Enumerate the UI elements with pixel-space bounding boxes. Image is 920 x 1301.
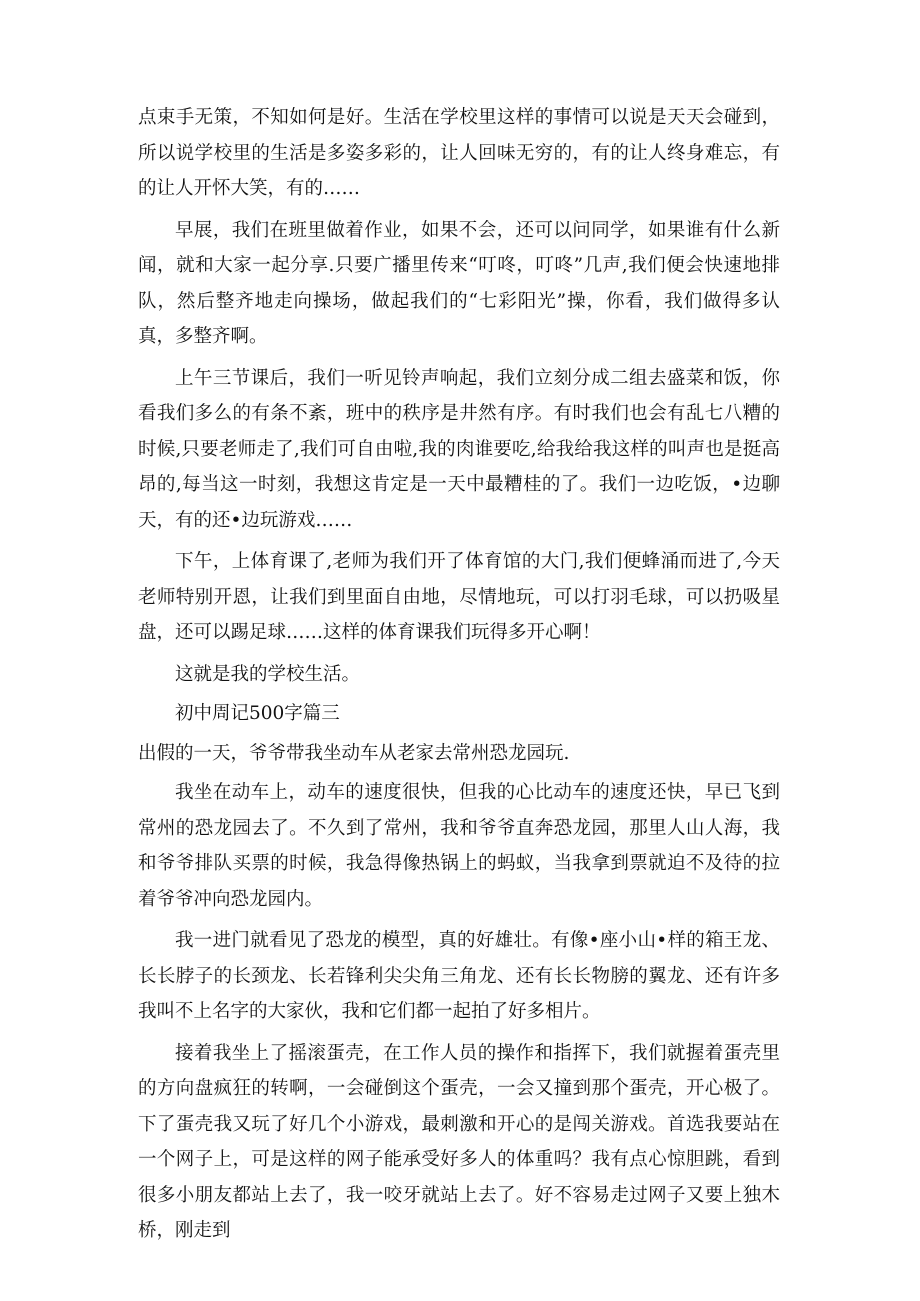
paragraph-morning: 早展，我们在班里做着作业，如果不会，还可以问同学，如果谁有什么新闻，就和大家一起分享.只要广播里传来“叮咚，叮咚”几声,我们便会快速地排队，然后整齐地走向操场，做起我们的“七彩阳光”操，你看，我们做得多认真，多整齐啊。 <box>138 219 780 347</box>
paragraph-dinosaur-models: 我一进门就看见了恐龙的模型，真的好雄壮。有像•座小山•样的箱王龙、长长脖子的长颈龙、长若锋利尖尖角三角龙、还有长长物膀的翼龙、还有许多我叫不上名字的大家伙，我和它们都一起拍了好多相片。 <box>138 930 780 1022</box>
paragraph-afternoon-pe: 下午，上体育课了,老师为我们开了体育馆的大门,我们便蜂涌而进了,今天老师特别开恩，让我们到里面自由地，尽情地玩，可以打羽毛球，可以扔吸星盘，还可以踢足球……这样的体育课我们玩得多开心啊！ <box>138 551 780 643</box>
paragraph-train-ride: 我坐在动车上，动车的速度很快，但我的心比动车的速度还快，早已飞到常州的恐龙园去了。不久到了常州，我和爷爷直奔恐龙园，那里人山人海，我和爷爷排队买票的时候，我急得像热锅上的蚂蚁，当我拿到票就迫不及待的拉着爷爷冲向恐龙园内。 <box>138 782 780 910</box>
paragraph-school-life-summary: 这就是我的学校生活。 <box>175 663 361 685</box>
paragraph-egg-ride-games: 接着我坐上了摇滚蛋壳，在工作人员的操作和指挥下，我们就握着蛋壳里的方向盘疯狂的转啊，一会碰倒这个蛋壳，一会又撞到那个蛋壳，开心极了。下了蛋壳我又玩了好几个小游戏，最刺激和开心的是闯关游戏。首选我要站在一个网子上，可是这样的网子能承受好多人的体重吗？我有点心惊胆跳，看到很多小朋友都站上去了，我一咬牙就站上去了。好不容易走过网子又要上独木桥，刚走到 <box>138 1042 780 1241</box>
paragraph-lunch: 上午三节课后，我们一听见铃声响起，我们立刻分成二组去盛菜和饭，你看我们多么的有条不紊，班中的秩序是井然有序。有时我们也会有乱七八糟的时候,只要老师走了,我们可自由啦,我的肉谁要吃,给我给我这样的叫声也是挺高昂的,每当这一时刻，我想这肯定是一天中最糟桂的了。我们一边吃饭，•边聊天，有的还•边玩游戏…… <box>138 367 780 531</box>
paragraph-continued-school-life: 点束手无策，不知如何是好。生活在学校里这样的事情可以说是天天会碰到，所以说学校里的生活是多姿多彩的，让人回味无穷的，有的让人终身难忘，有的让人开怀大笑，有的…… <box>138 107 780 199</box>
document-body <box>138 100 780 1255</box>
section-heading-part-three: 初中周记500字篇三 <box>175 703 340 724</box>
paragraph-trip-intro: 出假的一天，爷爷带我坐动车从老家去常州恐龙园玩. <box>138 742 570 764</box>
